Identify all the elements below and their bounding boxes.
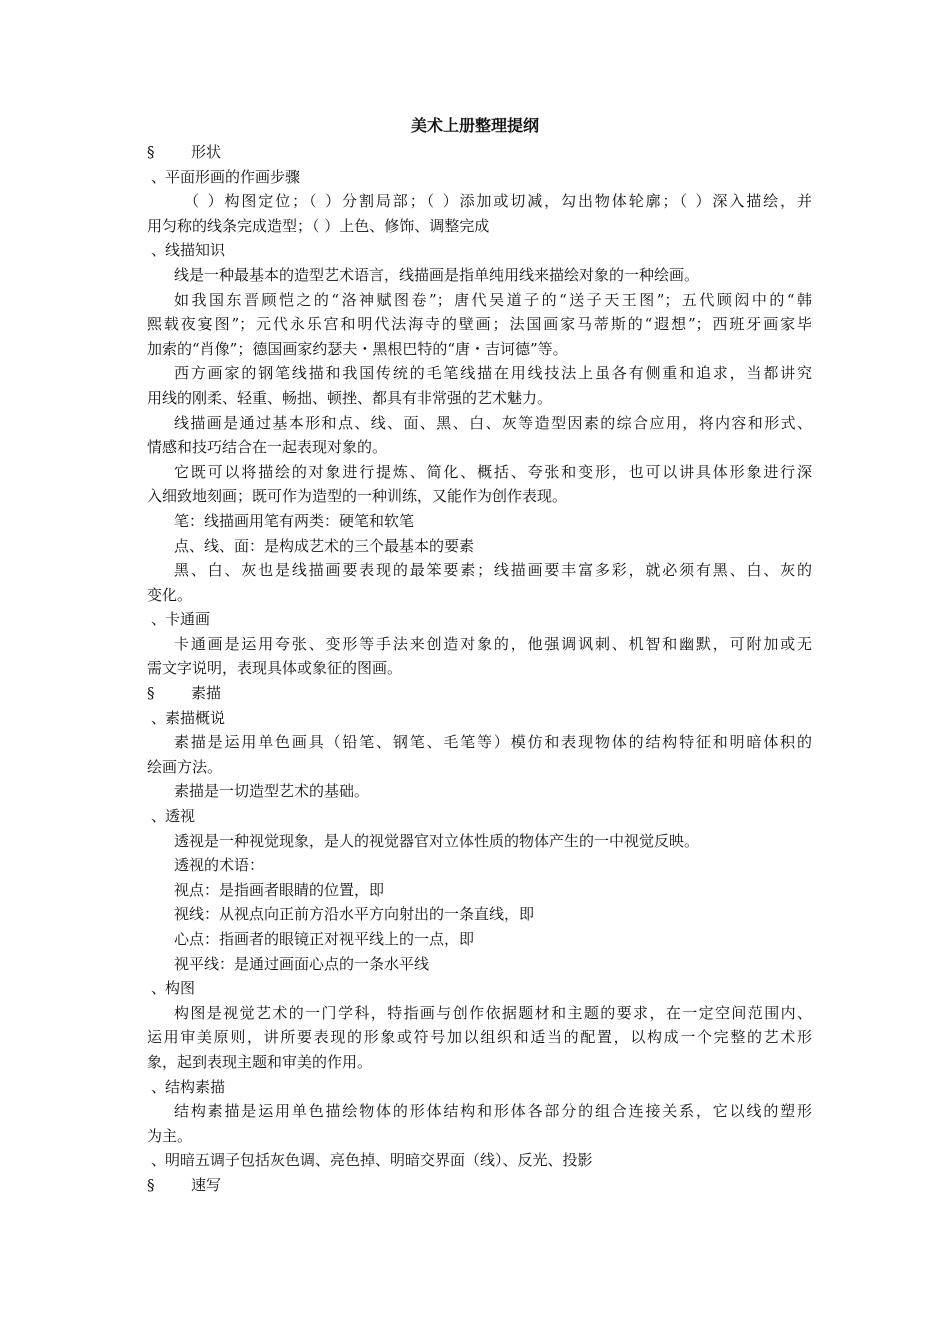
paragraph-line: 加索的“肖像”；德国画家约瑟夫・黑根巴特的“唐・吉诃德”等。: [147, 339, 568, 358]
paragraph-line: 运用审美原则，讲所要表现的形象或符号加以组织和适当的配置，以构成一个完整的艺术形: [147, 1028, 812, 1047]
section-symbol: §: [147, 684, 155, 703]
paragraph-line: 用匀称的线条完成造型；（ ）上色、修饰、调整完成: [147, 216, 490, 235]
subheading-cartoon: [147, 607, 812, 632]
enum-mark: 、: [151, 610, 167, 629]
document-body: [147, 140, 812, 1198]
section-heading-shape: [147, 140, 812, 165]
paragraph-line: 线是一种最基本的造型艺术语言，线描画是指单纯用线来描绘对象的一种绘画。: [174, 265, 700, 284]
enum-mark: 、: [151, 1077, 167, 1096]
paragraph-line: 笔：线描画用笔有两类：硬笔和软笔: [174, 511, 415, 530]
paragraph-line: 视平线：是通过画面心点的一条水平线: [174, 954, 430, 973]
paragraph-line: 入细致地刻画；既可作为造型的一种训练，又能作为创作表现。: [147, 487, 568, 506]
subheading-label: 线描知识: [165, 241, 226, 260]
paragraph-line: 它既可以将描绘的对象进行提炼、简化、概括、夸张和变形，也可以讲具体形象进行深: [174, 462, 812, 481]
paragraph-line: 用线的刚柔、轻重、畅拙、顿挫、都具有非常强的艺术魅力。: [147, 388, 553, 407]
paragraph-line: 需文字说明，表现具体或象征的图画。: [147, 659, 403, 678]
paragraph-line: 西方画家的钢笔线描和我国传统的毛笔线描在用线技法上虽各有侧重和追求，当都讲究: [174, 364, 812, 383]
section-heading-quick-sketch: [147, 1173, 812, 1198]
paragraph-line: 心点：指画者的眼镜正对视平线上的一点，即: [174, 930, 475, 948]
paragraph-line: 透视是一种视觉现象，是人的视觉器官对立体性质的物体产生的一中视觉反映。: [174, 831, 700, 850]
subheading-drawing-steps: [147, 165, 812, 190]
section-heading-sketch: [147, 681, 812, 706]
paragraph-line: 点、线、面：是构成艺术的三个最基本的要素: [174, 536, 475, 555]
paragraph-line: 象，起到表现主题和审美的作用。: [147, 1052, 373, 1071]
subheading-structural-sketch: [147, 1075, 812, 1100]
paragraph-line: 透视的术语：: [174, 856, 265, 875]
subheading-sketch-overview: [147, 706, 812, 731]
enum-mark: 、: [151, 807, 167, 826]
subheading-perspective: [147, 804, 812, 829]
subheading-label: 透视: [165, 807, 196, 826]
paragraph-line: 如我国东晋顾恺之的“洛神赋图卷”；唐代吴道子的“送子天王图”；五代顾闳中的“韩: [174, 290, 812, 309]
enum-mark: 、: [151, 979, 167, 998]
paragraph-line: 变化。: [147, 585, 193, 604]
enum-mark: 、: [151, 708, 167, 727]
paragraph-line: 为主。: [147, 1126, 193, 1145]
paragraph-line: 情感和技巧结合在一起表现对象的。: [147, 438, 388, 457]
subheading-five-tones: [147, 1148, 812, 1173]
paragraph-line: 熙载夜宴图”；元代永乐宫和明代法海寺的壁画；法国画家马蒂斯的“遐想”；西班牙画家毕: [147, 315, 812, 334]
paragraph-line: 素描是运用单色画具（铅笔、钢笔、毛笔等）模仿和表现物体的结构特征和明暗体积的: [174, 733, 812, 752]
paragraph-line: 构图是视觉艺术的一门学科，特指画与创作依据题材和主题的要求，在一定空间范围内、: [174, 1003, 812, 1022]
paragraph-line: （ ）构图定位；（ ）分割局部；（ ）添加或切减，勾出物体轮廓；（ ）深入描绘，并: [184, 192, 812, 211]
subheading-label: 素描概说: [165, 708, 226, 727]
paragraph-line: 视线：从视点向正前方沿水平方向射出的一条直线，即: [174, 905, 535, 924]
subheading-composition: [147, 976, 812, 1001]
paragraph-line: 视点：是指画者眼睛的位置，即: [174, 880, 385, 899]
section-symbol: §: [147, 1175, 155, 1194]
paragraph-line: 素描是一切造型艺术的基础。: [174, 782, 370, 801]
paragraph-line: 黑、白、灰也是线描画要表现的最笨要素；线描画要丰富多彩，就必须有黑、白、灰的: [174, 561, 812, 580]
enum-mark: 、: [151, 1151, 167, 1170]
enum-mark: 、: [151, 167, 167, 186]
document-title: 美术上册整理提纲: [410, 116, 539, 135]
subheading-label: 结构素描: [165, 1077, 226, 1096]
paragraph-line: 卡通画是运用夸张、变形等手法来创造对象的，他强调讽刺、机智和幽默，可附加或无: [174, 634, 812, 653]
subheading-label: 平面形画的作画步骤: [165, 167, 301, 186]
paragraph-line: 线描画是通过基本形和点、线、面、黑、白、灰等造型因素的综合应用，将内容和形式、: [174, 413, 812, 432]
subheading-label: 构图: [165, 979, 196, 998]
section-label: 形状: [191, 143, 222, 161]
enum-mark: 、: [151, 241, 167, 260]
section-label: 速写: [191, 1175, 222, 1194]
paragraph-line: 结构素描是运用单色描绘物体的形体结构和形体各部分的组合连接关系，它以线的塑形: [174, 1102, 812, 1121]
section-label: 素描: [191, 684, 222, 703]
paragraph-line: 绘画方法。: [147, 757, 223, 776]
section-symbol: §: [147, 143, 155, 161]
subheading-label: 明暗五调子包括灰色调、亮色掉、明暗交界面（线）、反光、投影: [165, 1151, 593, 1170]
subheading-line-drawing: [147, 238, 812, 263]
subheading-label: 卡通画: [165, 610, 211, 629]
